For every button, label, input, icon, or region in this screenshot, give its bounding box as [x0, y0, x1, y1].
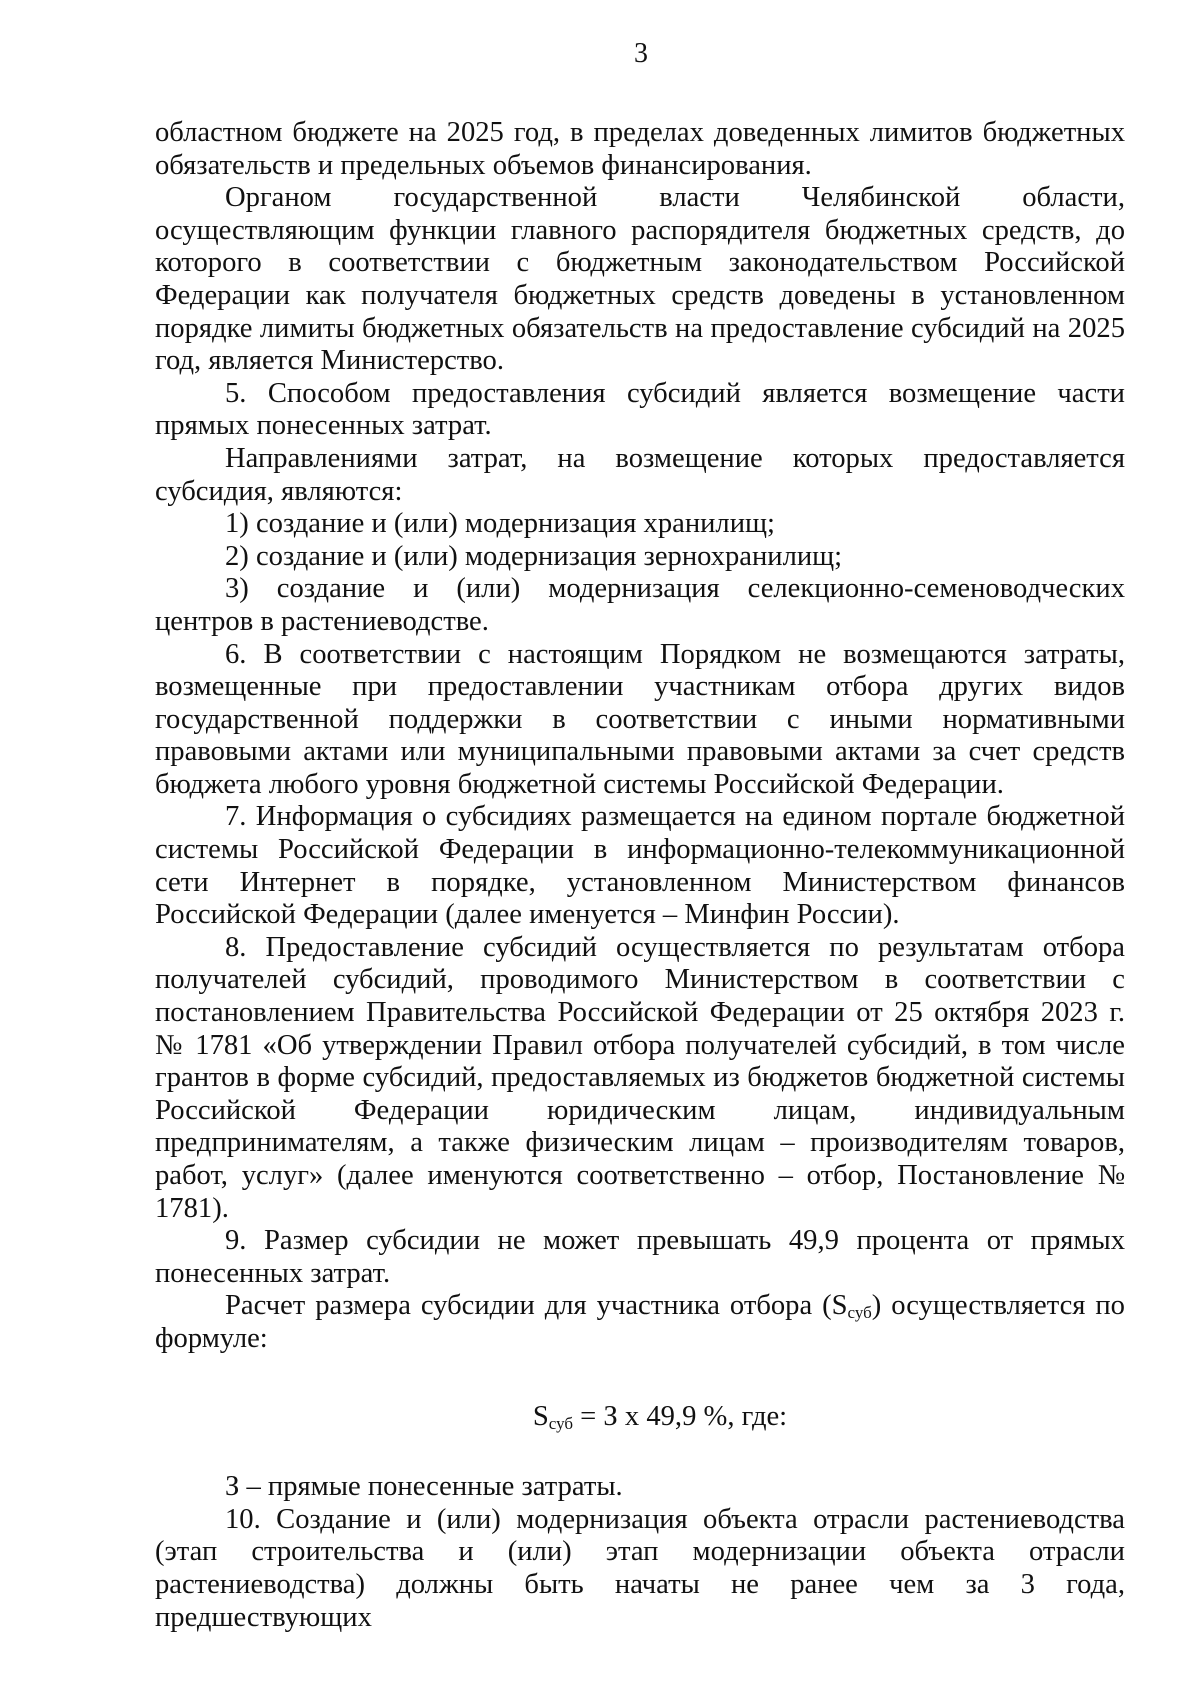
paragraph-cost-directions: Направлениями затрат, на возмещение которых предоставляется субсидия, являются:: [155, 442, 1125, 507]
list-item-breeding-centers: 3) создание и (или) модернизация селекционно-семеноводческих центров в растениеводстве.: [155, 573, 1125, 637]
paragraph-7-information: 7. Информация о субсидиях размещается на едином портале бюджетной системы Российской Федерации в информационно-телекоммуникационной сети Интернет в порядке, установленном Министерством финансов Российской Федерации (далее именуется – Минфин России).: [155, 801, 1125, 931]
paragraph-definition: З – прямые понесенные затраты.: [225, 1471, 623, 1503]
formula-lhs: S: [532, 1400, 549, 1432]
page-number: 3: [634, 38, 648, 69]
paragraph-budget-limits: областном бюджете на 2025 год, в пределах доведенных лимитов бюджетных обязательств и предельных объемов финансирования.: [155, 117, 1125, 181]
formula-subscript: суб: [548, 1413, 573, 1433]
paragraph-9-subsidy-size: 9. Размер субсидии не может превышать 49,9 процента от прямых понесенных затрат.: [155, 1225, 1125, 1289]
calc-text-before: Расчет размера субсидии для участника отбора (S: [225, 1290, 848, 1322]
paragraph-10-construction: 10. Создание и (или) модернизация объекта отрасли растениеводства (этап строительства и (или) этап модернизации объекта отрасли растениеводства) должны быть начаты не ранее чем за 3 года, предшествующих: [155, 1503, 1125, 1633]
list-item-grain-storage: 2) создание и (или) модернизация зернохранилищ;: [225, 540, 843, 572]
calc-subscript: суб: [847, 1303, 872, 1323]
paragraph-8-selection: 8. Предоставление субсидий осуществляется по результатам отбора получателей субсидий, проводимого Министерством в соответствии с постановлением Правительства Российской Федерации от 25 октября 2023 г. № 1781 «Об утверждении Правил отбора получателей субсидий, в том числе грантов в форме субсидий, предоставляемых из бюджетов бюджетной системы Российской Федерации юридическим лицам, индивидуальным предпринимателям, а также физическим лицам – производителям товаров, работ, услуг» (далее именуются соответственно – отбор, Постановление № 1781).: [155, 931, 1125, 1224]
list-item-storage: 1) создание и (или) модернизация хранилищ;: [225, 508, 775, 540]
formula: [155, 1356, 1125, 1472]
paragraph-5-method: 5. Способом предоставления субсидий является возмещение части прямых понесенных затрат.: [155, 377, 1125, 442]
formula-rhs: = З х 49,9 %, где:: [573, 1400, 788, 1432]
paragraph-6-exclusions: 6. В соответствии с настоящим Порядком не возмещаются затраты, возмещенные при предоставлении участникам отбора других видов государственной поддержки в соответствии с иными нормативными правовыми актами или муниципальными правовыми актами за счет средств бюджета любого уровня бюджетной системы Российской Федерации.: [155, 638, 1125, 800]
calc-text-after: ) осуществляется по формуле:: [155, 1290, 1125, 1354]
document-body: [155, 117, 1125, 1634]
paragraph-authority: Органом государственной власти Челябинской области, осуществляющим функции главного распорядителя бюджетных средств, до которого в соответствии с бюджетным законодательством Российской Федерации как получателя бюджетных средств доведены в установленном порядке лимиты бюджетных обязательств на предоставление субсидий на 2025 год, является Министерство.: [155, 182, 1125, 377]
paragraph-calculation: [155, 1290, 1125, 1355]
